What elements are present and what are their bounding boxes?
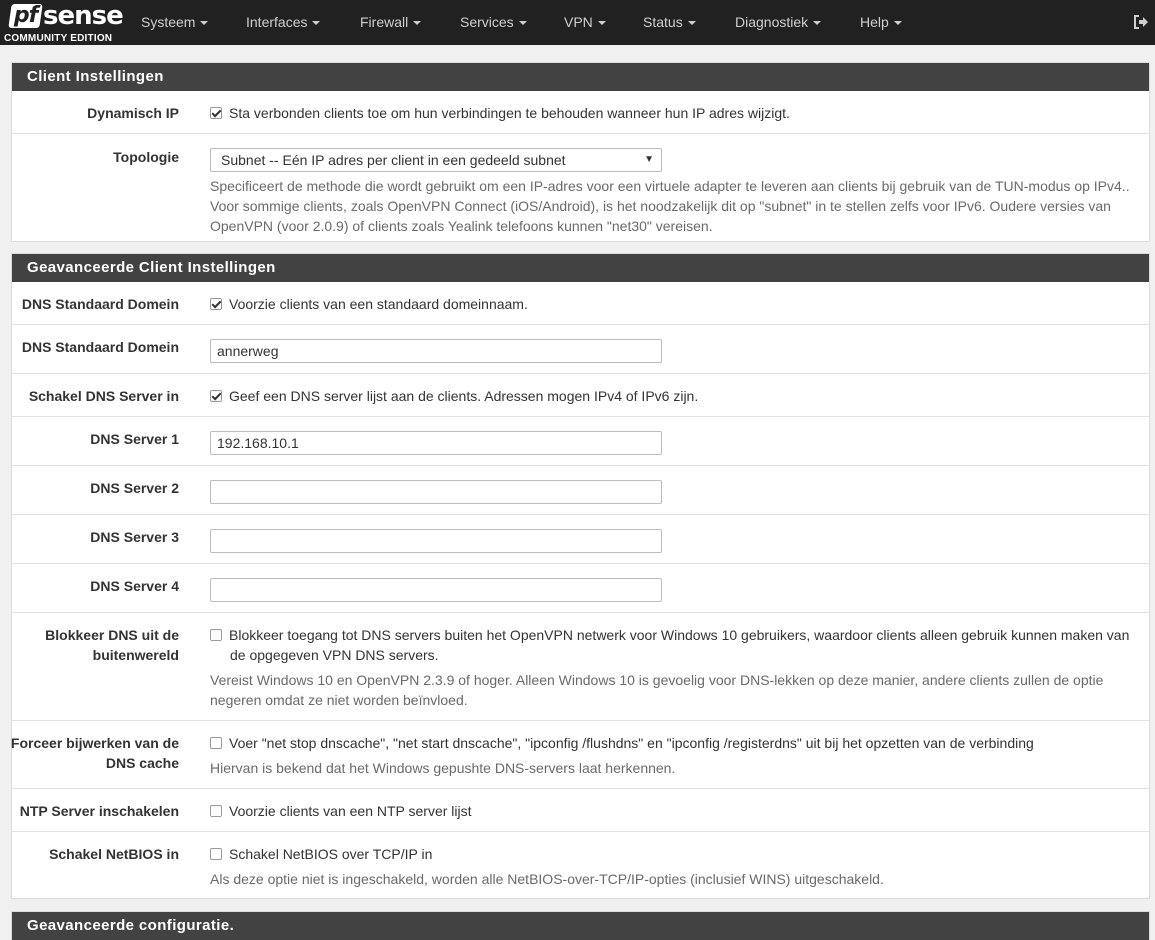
checkbox-text: Geef een DNS server lijst aan de clients. Adressen mogen IPv4 of IPv6 zijn. [229, 388, 699, 404]
label-line: Blokkeer DNS uit de [45, 627, 179, 643]
select-value: Subnet -- Eén IP adres per client in een gedeeld subnet [221, 152, 566, 168]
force-dns-checkbox[interactable] [210, 737, 222, 749]
dns-server-checkbox[interactable] [210, 390, 222, 402]
field-label: Topologie [113, 149, 179, 165]
help-text: Vereist Windows 10 en OpenVPN 2.3.9 of hoger. Alleen Windows 10 is gevoelig voor DNS-lekken op deze manier, andere clients zullen de optie negeren omdat ze niet worden beïnvloed. [210, 672, 1104, 708]
dynamic-ip-row [12, 91, 1149, 134]
field-label: DNS Standaard Domein [21, 296, 179, 312]
field-label: Schakel DNS Server in [28, 388, 179, 404]
force-dns-row [12, 721, 1149, 789]
dns-domain-row [12, 325, 1149, 374]
nav-firewall[interactable] [360, 0, 421, 45]
nav-label: Firewall [360, 14, 409, 30]
dns-domain-checkbox[interactable] [210, 298, 222, 310]
label-line: DNS cache [105, 755, 179, 771]
netbios-row [12, 832, 1149, 898]
dns-server-4-row [12, 564, 1149, 613]
field-label: NTP Server inschakelen [19, 803, 179, 819]
advanced-config-panel [11, 911, 1150, 940]
checkbox-text: Voorzie clients van een NTP server lijst [229, 803, 472, 819]
logo-pf-mark [8, 4, 42, 28]
dns-server-3-row [12, 515, 1149, 564]
checkbox-text: Schakel NetBIOS over TCP/IP in [229, 846, 433, 862]
caret-down-icon [894, 21, 902, 25]
caret-down-icon [598, 21, 606, 25]
dns-domain-input[interactable]: annerweg [210, 339, 662, 363]
nav-label: Help [860, 14, 889, 30]
logo-sense-text: sense [43, 1, 123, 31]
panel-heading: Client Instellingen [12, 63, 1149, 91]
topology-row [12, 134, 1149, 241]
field-label: DNS Server 4 [90, 578, 179, 594]
field-label: DNS Server 2 [90, 480, 179, 496]
panel-heading: Geavanceerde Client Instellingen [12, 254, 1149, 282]
nav-label: Interfaces [246, 14, 308, 30]
advanced-client-panel [11, 253, 1150, 899]
field-label: DNS Server 1 [90, 431, 179, 447]
caret-down-icon [519, 21, 527, 25]
block-dns-row [12, 613, 1149, 721]
dynamic-ip-checkbox[interactable] [210, 107, 222, 119]
checkbox-text: Voer "net stop dnscache", "net start dnscache", "ipconfig /flushdns" en "ipconfig /registerdns" uit bij het opzetten van de verbinding [229, 735, 1034, 751]
caret-down-icon [688, 21, 696, 25]
checkbox-text: Sta verbonden clients toe om hun verbindingen te behouden wanneer hun IP adres wijzigt. [229, 105, 790, 121]
nav-services[interactable] [460, 0, 527, 45]
nav-systeem[interactable] [141, 0, 208, 45]
netbios-checkbox[interactable] [210, 848, 222, 860]
topology-select[interactable] [210, 148, 662, 172]
ntp-row [12, 789, 1149, 832]
panel-heading: Geavanceerde configuratie. [12, 912, 1149, 940]
field-label [0, 733, 179, 773]
label-line: Forceer bijwerken van de [10, 735, 179, 751]
block-dns-checkbox[interactable] [210, 629, 222, 641]
field-label: DNS Standaard Domein [21, 339, 179, 355]
dns-domain-enable-row [12, 282, 1149, 325]
caret-down-icon [200, 21, 208, 25]
nav-interfaces[interactable] [246, 0, 320, 45]
nav-label: Services [460, 14, 514, 30]
dns-server-3-input[interactable] [210, 529, 662, 553]
nav-help[interactable] [860, 0, 902, 45]
caret-down-icon [413, 21, 421, 25]
nav-label: Systeem [141, 14, 196, 30]
dns-server-4-input[interactable] [210, 578, 662, 602]
caret-down-icon [813, 21, 821, 25]
dns-server-enable-row [12, 374, 1149, 417]
field-label: Schakel NetBIOS in [49, 846, 179, 862]
field-label: DNS Server 3 [90, 529, 179, 545]
checkbox-text: Voorzie clients van een standaard domeinnaam. [229, 296, 528, 312]
sign-out-icon[interactable] [1133, 14, 1149, 30]
nav-label: VPN [564, 14, 593, 30]
dns-server-2-row [12, 466, 1149, 515]
logo-edition-text: COMMUNITY EDITION [4, 33, 113, 44]
caret-down-icon [312, 21, 320, 25]
help-text: Als deze optie niet is ingeschakeld, worden alle NetBIOS-over-TCP/IP-opties (inclusief WINS) uitgeschakeld. [210, 871, 884, 887]
nav-status[interactable] [643, 0, 696, 45]
dns-server-2-input[interactable] [210, 480, 662, 504]
help-text: Hiervan is bekend dat het Windows gepushte DNS-servers laat herkennen. [210, 760, 676, 776]
pfsense-logo[interactable] [0, 0, 123, 45]
label-line: buitenwereld [92, 647, 179, 663]
nav-diagnostiek[interactable] [735, 0, 821, 45]
field-label [0, 625, 179, 665]
checkbox-text: Blokkeer toegang tot DNS servers buiten het OpenVPN netwerk voor Windows 10 gebruikers, waardoor clients alleen gebruik kunnen maken van de opgegeven VPN DNS servers. [229, 627, 1130, 663]
logo-pf-text: pf [13, 3, 38, 28]
ntp-checkbox[interactable] [210, 805, 222, 817]
nav-label: Status [643, 14, 683, 30]
client-settings-panel [11, 62, 1150, 242]
nav-vpn[interactable] [564, 0, 606, 45]
help-text: Specificeert de methode die wordt gebruikt om een IP-adres voor een virtuele adapter te leveren aan clients bij gebruik van de TUN-modus op IPv4.. Voor sommige clients, zoals OpenVPN Connect (iOS/Android), is het noodzakelijk dit op "subnet" in te stellen zelfs voor IPv6. Oudere versies van OpenVPN (voor 2.0.9) of clients zoals Yealink telefoons kunnen "net30" vereisen. [210, 178, 1130, 234]
dropdown-arrow-icon: ▼ [644, 154, 654, 165]
dns-server-1-row [12, 417, 1149, 466]
field-label: Dynamisch IP [87, 105, 179, 121]
nav-label: Diagnostiek [735, 14, 809, 30]
top-navbar [0, 0, 1155, 45]
dns-server-1-input[interactable]: 192.168.10.1 [210, 431, 662, 455]
